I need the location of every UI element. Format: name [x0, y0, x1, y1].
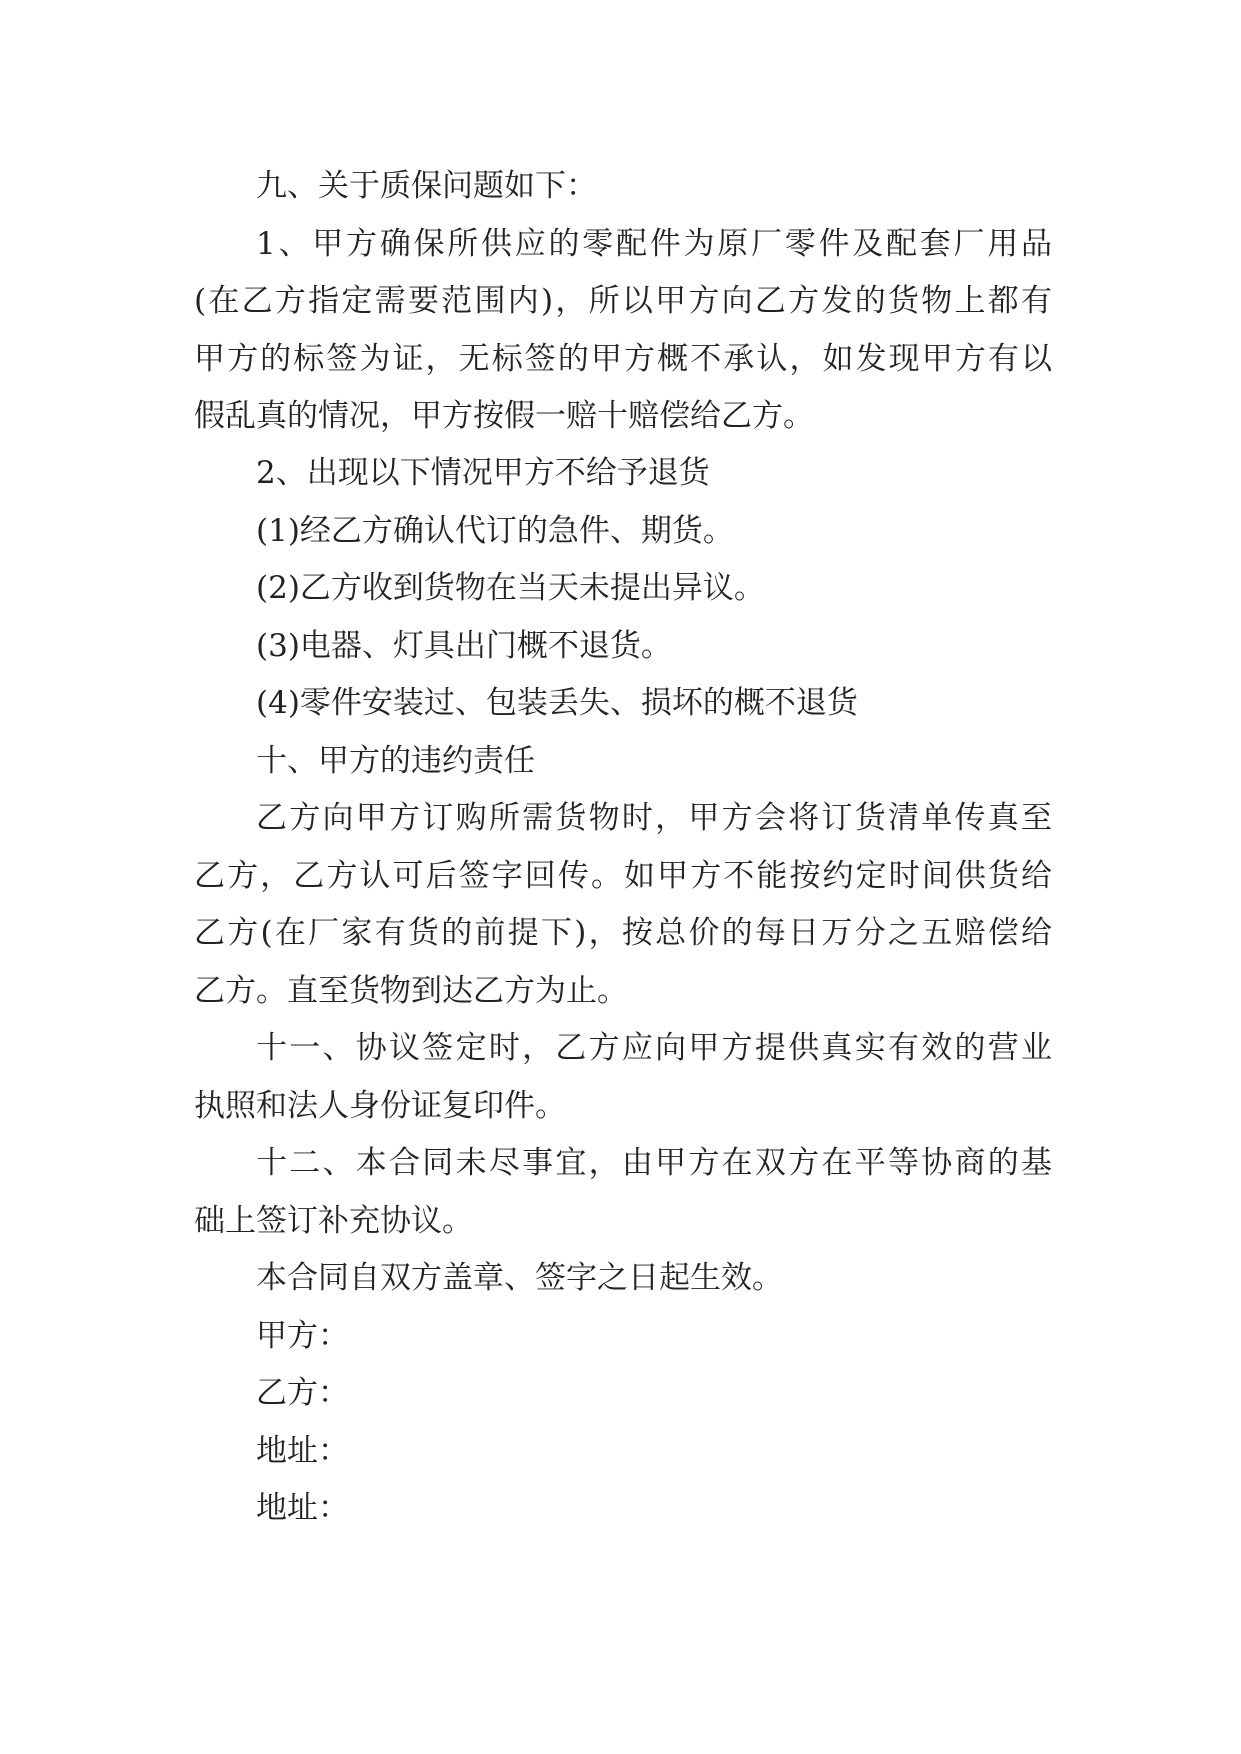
section-10-line-4: 乙方。直至货物到达乙方为止。 [194, 973, 628, 1009]
section-11-line-2: 执照和法人身份证复印件。 [194, 1088, 566, 1124]
section-9-heading: 九、关于质保问题如下： [256, 168, 597, 204]
clause-9-2-item-1: (1)经乙方确认代订的急件、期货。 [256, 513, 734, 549]
party-a-label: 甲方： [256, 1318, 349, 1354]
clause-9-2-item-2: (2)乙方收到货物在当天未提出异议。 [256, 570, 765, 606]
section-10-line-1: 乙方向甲方订购所需货物时，甲方会将订货清单传真至 [256, 800, 1052, 836]
clause-9-1-line-4: 假乱真的情况，甲方按假一赔十赔偿给乙方。 [194, 398, 814, 434]
clause-9-2-item-3: (3)电器、灯具出门概不退货。 [256, 628, 672, 664]
clause-9-1-line-2: (在乙方指定需要范围内)，所以甲方向乙方发的货物上都有 [194, 283, 1052, 319]
address-label-1: 地址： [256, 1433, 349, 1469]
clause-9-2: 2、出现以下情况甲方不给予退货 [256, 455, 710, 491]
section-12-line-1: 十二、本合同未尽事宜，由甲方在双方在平等协商的基 [256, 1145, 1052, 1181]
address-label-2: 地址： [256, 1490, 349, 1526]
party-b-label: 乙方： [256, 1375, 349, 1411]
section-10-line-2: 乙方，乙方认可后签字回传。如甲方不能按约定时间供货给 [194, 858, 1052, 894]
effective-clause: 本合同自双方盖章、签字之日起生效。 [256, 1260, 783, 1296]
section-11-line-1: 十一、协议签定时，乙方应向甲方提供真实有效的营业 [256, 1030, 1052, 1066]
clause-9-2-item-4: (4)零件安装过、包装丢失、损坏的概不退货 [256, 685, 858, 721]
section-10-line-3: 乙方(在厂家有货的前提下)，按总价的每日万分之五赔偿给 [194, 915, 1052, 951]
section-12-line-2: 础上签订补充协议。 [194, 1203, 473, 1239]
clause-9-1-line-3: 甲方的标签为证，无标签的甲方概不承认，如发现甲方有以 [194, 341, 1052, 377]
clause-9-1-line-1: 1、甲方确保所供应的零配件为原厂零件及配套厂用品 [256, 226, 1052, 262]
section-10-heading: 十、甲方的违约责任 [256, 743, 535, 779]
